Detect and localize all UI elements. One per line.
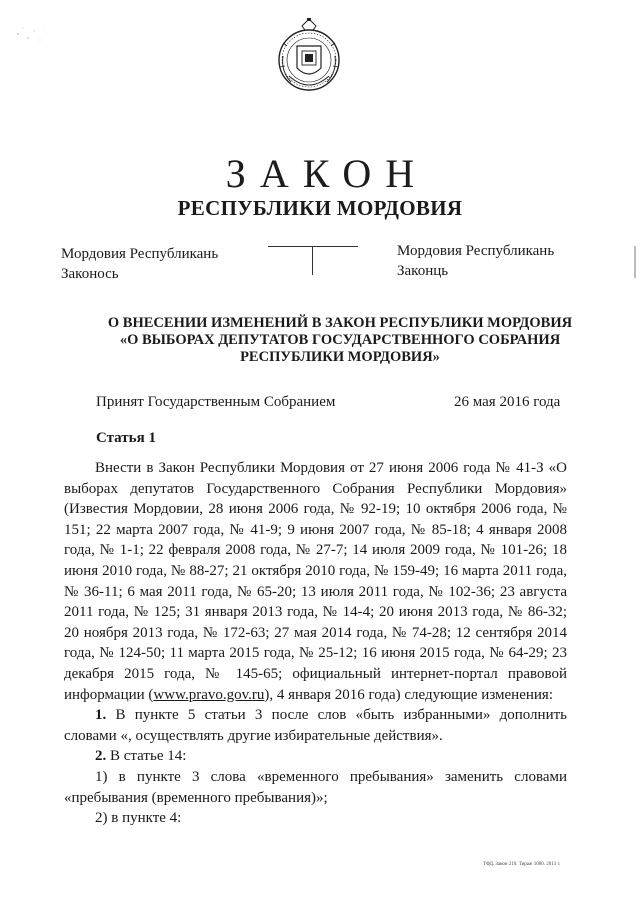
item-1-number: 1.: [95, 707, 107, 724]
divider-tick: [312, 247, 313, 275]
moksha-label-line-1: Мордовия Республикань: [61, 246, 219, 262]
subitem-2-paragraph: 2) в пункте 4:: [95, 810, 182, 827]
article-body: [64, 458, 567, 829]
article-intro-paragraph: [64, 458, 567, 705]
adoption-body: Принят Государственным Собранием: [96, 394, 336, 410]
item-2-paragraph: [64, 746, 567, 767]
coat-of-arms-icon: [269, 16, 349, 98]
erzya-label: [397, 241, 554, 281]
adoption-date: 26 мая 2016 года: [454, 394, 561, 410]
moksha-label-line-2: Законось: [61, 266, 119, 282]
print-run-code: ТФД. Закон 210. Тираж 1000. 2013 г.: [483, 862, 561, 867]
erzya-label-line-1: Мордовия Республикань: [397, 243, 555, 259]
law-title-line-3: РЕСПУБЛИКИ МОРДОВИЯ»: [240, 349, 440, 365]
document-subtitle: РЕСПУБЛИКИ МОРДОВИЯ: [177, 196, 463, 220]
moksha-label: [61, 244, 218, 284]
law-title-line-1: О ВНЕСЕНИИ ИЗМЕНЕНИЙ В ЗАКОН РЕСПУБЛИКИ МОРДОВИЯ: [107, 315, 573, 331]
article-heading: Статья 1: [96, 430, 156, 446]
item-1-text: В пункте 5 статьи 3 после слов «быть избранными» дополнить словами «, осуществлять другие избирательные действия».: [64, 707, 567, 744]
item-2-text: В статье 14:: [106, 748, 187, 765]
item-1-paragraph: [64, 705, 567, 746]
erzya-label-line-2: Законць: [397, 263, 449, 279]
item-2-number: 2.: [95, 748, 107, 765]
law-title-line-2: «О ВЫБОРАХ ДЕПУТАТОВ ГОСУДАРСТВЕННОГО СОБРАНИЯ: [119, 332, 561, 348]
article-intro-end: ), 4 января 2016 года) следующие изменения:: [264, 686, 553, 703]
scan-specks: [14, 20, 54, 50]
law-title: [90, 315, 590, 366]
scan-edge-mark: [634, 246, 636, 278]
article-intro-text: Внести в Закон Республики Мордовия от 27 июня 2006 года № 41-З «О выборах депутатов Государственного Собрания Республики Мордовия» (Известия Мордовии, 28 июня 2006 года, № 92-19; 10 октября 2006 года, № 151; 22 марта 2007 года, № 41-9; 9 июня 2007 года, № 85-18; 4 января 2008 года, № 1-1; 22 февраля 2008 года, № 27-7; 14 июля 2009 года, № 101-26; 18 июня 2010 года, № 88-27; 21 октября 2010 года, № 159-49; 16 марта 2011 года, № 36-11; 6 мая 2011 года, № 65-20; 13 июля 2011 года, № 102-36; 23 августа 2011 года, № 125; 31 января 2013 года, № 14-4; 20 июня 2013 года, № 86-32; 20 ноября 2013 года, № 172-63; 27 мая 2014 года, № 74-28; 12 сентября 2014 года, № 124-50; 11 марта 2015 года, № 25-12; 16 июня 2015 года, № 64-29; 23 декабря 2015 года, № 145-65; официальный интернет-портал правовой информации (: [64, 460, 567, 703]
divider-line: [268, 246, 358, 247]
subitem-1-paragraph: 1) в пункте 3 слова «временного пребывания» заменить словами «пребывания (временного пребывания)»;: [64, 768, 567, 806]
pravo-link[interactable]: www.pravo.gov.ru: [153, 686, 265, 703]
document-title: ЗАКОН: [225, 151, 429, 196]
